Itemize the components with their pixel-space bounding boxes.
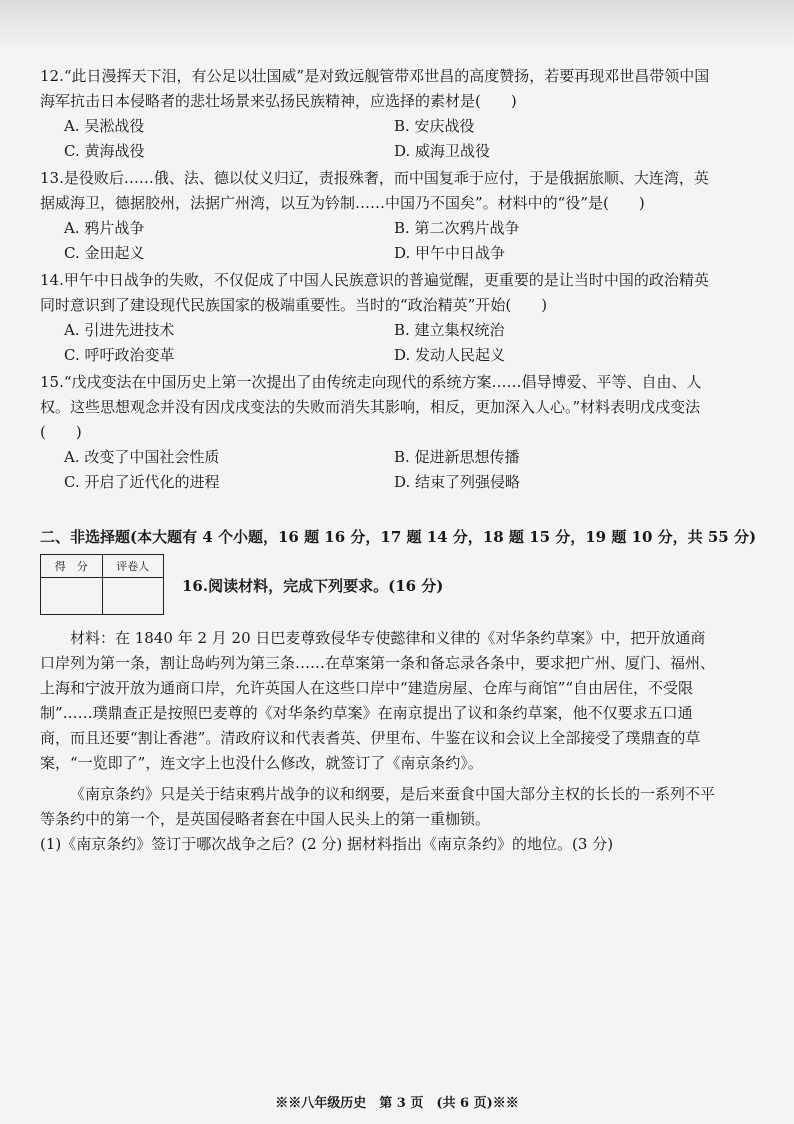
sub-question-1: (1)《南京条约》签订于哪次战争之后？(2 分) 据材料指出《南京条约》的地位。(3 分): [40, 835, 614, 853]
question-stem: 14.甲午中日战争的失败，不仅促成了中国人民族意识的普遍觉醒，更重要的是让当时中国的政治精英同时意识到了建设现代民族国家的极端重要性。当时的“政治精英”开始( ): [40, 271, 709, 314]
option-grid: [64, 318, 720, 368]
option-c: C. 呼吁政治变革: [64, 346, 175, 364]
material-paragraph-2: 《南京条约》只是关于结束鸦片战争的议和纲要，是后来蚕食中国大部分主权的长长的一系列不平等条约中的第一个，是英国侵略者套在中国人民头上的第一重枷锁。: [40, 785, 716, 828]
option-a: A. 引进先进技术: [64, 321, 175, 339]
option-d: D. 威海卫战役: [394, 142, 491, 160]
question-15: [40, 370, 720, 495]
option-c: C. 金田起义: [64, 244, 145, 262]
page-footer: ※※八年级历史 第 3 页 (共 6 页)※※: [275, 1096, 519, 1111]
option-grid: [64, 445, 720, 495]
option-grid: [64, 216, 720, 266]
score-cell: [41, 578, 103, 615]
option-b: B. 第二次鸦片战争: [394, 219, 520, 237]
option-a: A. 改变了中国社会性质: [64, 448, 220, 466]
option-d: D. 发动人民起义: [394, 346, 506, 364]
option-b: B. 促进新思想传播: [394, 448, 520, 466]
question-stem: 15.“戊戌变法在中国历史上第一次提出了由传统走向现代的系统方案……倡导博爱、平等、自由、人权。这些思想观念并没有因戊戌变法的失败而消失其影响，相反，更加深入人心。”材料表明戊戌变法( ): [40, 373, 702, 441]
question-16-title: 16.阅读材料，完成下列要求。(16 分): [182, 577, 444, 595]
option-c: C. 开启了近代化的进程: [64, 473, 220, 491]
option-a: A. 吴淞战役: [64, 117, 145, 135]
scan-shadow-band: [0, 0, 794, 50]
grader-header: 评卷人: [102, 555, 164, 578]
question-stem: 12.“此日漫挥天下泪，有公足以壮国威”是对致远舰管带邓世昌的高度赞扬，若要再现邓世昌带领中国海军抗击日本侵略者的悲壮场景来弘扬民族精神，应选择的素材是( ): [40, 67, 710, 110]
section-2-title: 二、非选择题(本大题有 4 个小题，16 题 16 分，17 题 14 分，18 题 15 分，19 题 10 分，共 55 分): [40, 528, 757, 546]
option-a: A. 鸦片战争: [64, 219, 145, 237]
option-b: B. 安庆战役: [394, 117, 475, 135]
question-14: [40, 268, 720, 368]
question-13: [40, 166, 720, 266]
option-d: D. 结束了列强侵略: [394, 473, 521, 491]
question-stem: 13.是役败后……俄、法、德以仗义归辽，责报殊奢，而中国复乖于应付，于是俄据旅顺、大连湾，英据威海卫，德据胶州，法据广州湾，以互为钤制……中国乃不国矣”。材料中的“役”是( ): [40, 169, 709, 212]
grader-cell: [102, 578, 164, 615]
option-d: D. 甲午中日战争: [394, 244, 506, 262]
score-table: [40, 554, 164, 615]
option-grid: [64, 114, 720, 164]
option-c: C. 黄海战役: [64, 142, 145, 160]
question-12: [40, 64, 720, 164]
option-b: B. 建立集权统治: [394, 321, 505, 339]
score-header: 得 分: [41, 555, 103, 578]
material-paragraph-1: 材料：在 1840 年 2 月 20 日巴麦尊致侵华专使懿律和义律的《对华条约草案》中，把开放通商口岸列为第一条，割让岛屿列为第三条……在草案第一条和备忘录各条中，要求把广州、厦门、福州、上海和宁波开放为通商口岸，允许英国人在这些口岸中“建造房屋、仓库与商馆”“自由居住，不受限制”……璞鼎查正是按照巴麦尊的《对华条约草案》在南京提出了议和条约草案，他不仅要求五口通商，而且还要“割让香港”。清政府议和代表耆英、伊里布、牛鉴在议和会议上全部接受了璞鼎查的草案，“一览即了”，连文字上也没什么修改，就签订了《南京条约》。: [40, 629, 716, 772]
